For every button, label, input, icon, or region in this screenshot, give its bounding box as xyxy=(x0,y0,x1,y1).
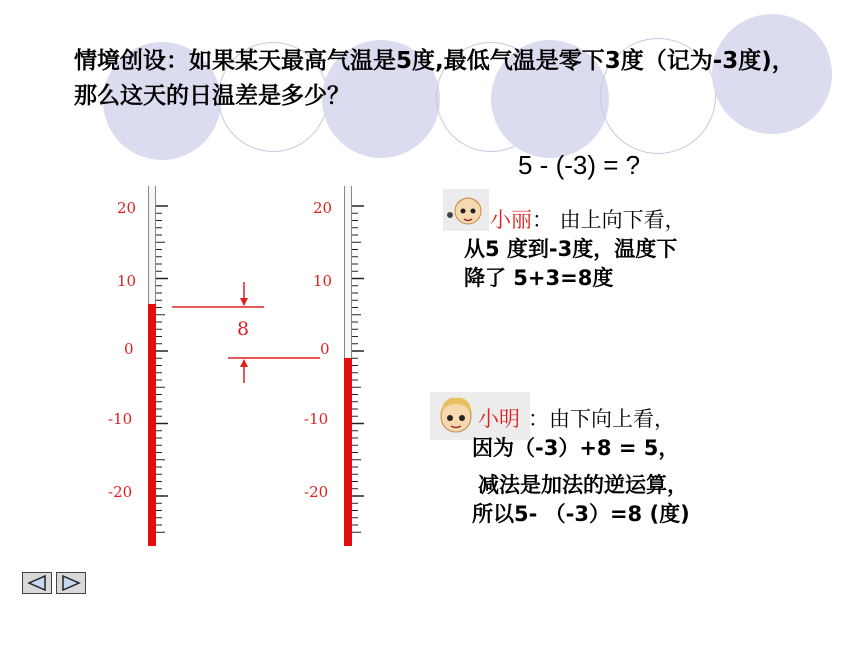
scale-label-left-neg10: -10 xyxy=(108,410,133,428)
scale-label-left-0: 0 xyxy=(124,340,134,358)
scale-label-right-neg20: -20 xyxy=(304,483,329,501)
triangle-right-icon xyxy=(57,573,85,593)
prev-slide-button[interactable] xyxy=(22,572,52,594)
triangle-left-icon xyxy=(23,573,51,593)
scale-label-right-20: 20 xyxy=(313,199,333,217)
scale-label-right-0: 0 xyxy=(320,340,330,358)
xiaoming-line4: 所以5- （-3）=8 (度) xyxy=(472,502,690,526)
xiaoli-line3: 降了 5+3=8度 xyxy=(464,266,614,290)
xiaoming-line1: ：由下向上看， xyxy=(528,407,675,431)
slide-title: 情境创设：如果某天最高气温是5度,最低气温是零下3度（记为-3度)，那么这天的日温差是多少？ xyxy=(74,48,795,109)
equation-text: 5 - (-3) = ? xyxy=(518,150,641,180)
xiaoli-text xyxy=(464,206,686,293)
scale-label-left-10: 10 xyxy=(117,272,137,290)
difference-label: 8 xyxy=(237,318,250,340)
xiaoli-line1: ： 由上向下看， xyxy=(532,208,686,232)
scale-label-left-20: 20 xyxy=(117,199,137,217)
scale-label-right-10: 10 xyxy=(313,272,333,290)
xiaoming-text xyxy=(472,405,690,529)
xiaoming-line2: 因为（-3）+8 = 5， xyxy=(472,436,680,460)
scale-label-right-neg10: -10 xyxy=(304,410,329,428)
xiaoming-name: 小明 xyxy=(478,407,520,431)
scale-label-left-neg20: -20 xyxy=(108,483,133,501)
next-slide-button[interactable] xyxy=(56,572,86,594)
xiaoming-line3: 减法是加法的逆运算， xyxy=(478,473,688,497)
xiaoli-line2: 从5 度到-3度，温度下 xyxy=(464,237,678,261)
xiaoli-name: 小丽 xyxy=(490,208,532,232)
